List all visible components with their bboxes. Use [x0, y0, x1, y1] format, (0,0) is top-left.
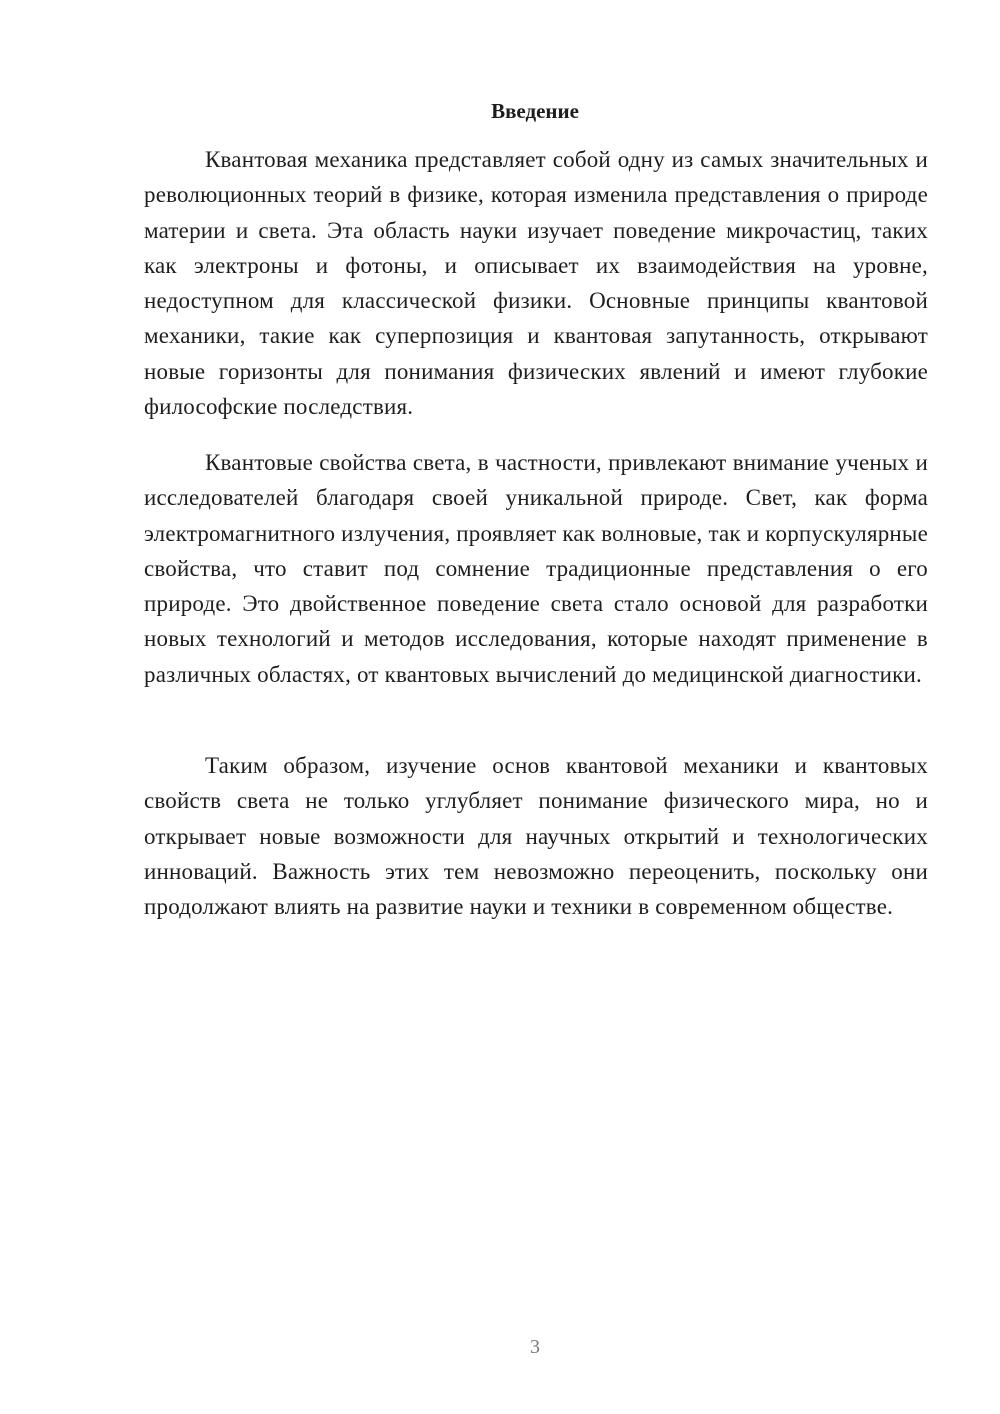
- paragraph-conclusion: Таким образом, изучение основ квантовой механики и квантовых свойств света не только углубляет понимание физического мира, но и открывает новые возможности для научных открытий и технологических инноваций. Важность этих тем невозможно переоценить, поскольку они продолжают влиять на развитие науки и техники в современном обществе.: [144, 753, 928, 919]
- section-heading: Введение: [491, 99, 579, 123]
- paragraph-quantum-properties-of-light: Квантовые свойства света, в частности, привлекают внимание ученых и исследователей благодаря своей уникальной природе. Свет, как форма электромагнитного излучения, проявляет как волновые, так и корпускулярные свойства, что ставит под сомнение традиционные представления о его природе. Это двойственное поведение света стало основой для разработки новых технологий и методов исследования, которые находят применение в различных областях, от квантовых вычислений до медицинской диагностики.: [144, 450, 928, 687]
- paragraph-quantum-mechanics: Квантовая механика представляет собой одну из самых значительных и революционных теорий в физике, которая изменила представления о природе материи и света. Эта область науки изучает поведение микрочастиц, таких как электроны и фотоны, и описывает их взаимодействия на уровне, недоступном для классической физики. Основные принципы квантовой механики, такие как суперпозиция и квантовая запутанность, открывают новые горизонты для понимания физических явлений и имеют глубокие философские последствия.: [144, 147, 928, 419]
- page-number: 3: [530, 1336, 540, 1358]
